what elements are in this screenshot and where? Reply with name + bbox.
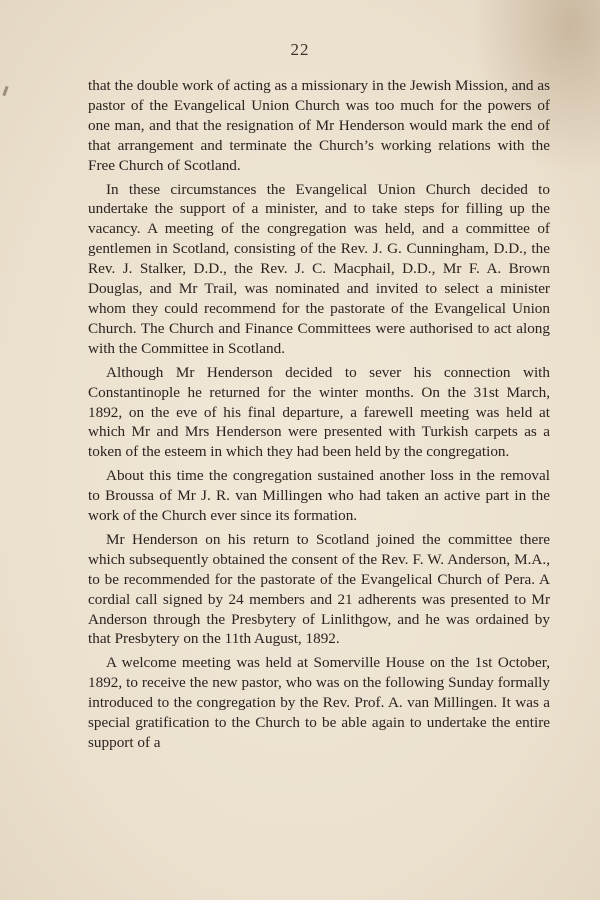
page-number: 22 [290,40,310,59]
paragraph: A welcome meeting was held at Somerville House on the 1st October, 1892, to receive the new pastor, who was on the following Sunday formally introduced to the congregation by the Rev. Prof. A. van Millingen. It was a special gratification to the Church to be able again to undertake the entire support of a [88,654,550,751]
paragraph: that the double work of acting as a missionary in the Jewish Mission, and as pastor of the Evangelical Union Church was too much for the powers of one man, and that the resignation of Mr Henderson would mark the end of that arrangement and terminate the Church’s working relations with the Free Church of Scotland. [88,77,550,174]
edge-mark [2,86,8,96]
paragraph: In these circumstances the Evangelical Union Church decided to undertake the support of a minister, and to take steps for filling up the vacancy. A meeting of the congregation was held, and a committee of gentlemen in Scotland, consisting of the Rev. J. G. Cunningham, D.D., the Rev. J. Stalker, D.D., the Rev. J. C. Macphail, D.D., Mr F. A. Brown Douglas, and Mr Trail, was nominated and invited to select a minister whom they could recommend for the pastorate of the Evangelical Union Church. The Church and Finance Committees were authorised to act along with the Committee in Scotland. [88,180,550,357]
paragraph: About this time the congregation sustained another loss in the removal to Broussa of Mr J. R. van Millingen who had taken an active part in the work of the Church ever since its formation. [88,467,550,525]
paragraph: Although Mr Henderson decided to sever his connection with Constantinople he returned for the winter months. On the 31st March, 1892, on the eve of his final departure, a farewell meeting was held at which Mr and Mrs Henderson were presented with Turkish carpets as a token of the esteem in which they had been held by the congregation. [88,363,550,461]
body-text [88,76,550,753]
paragraph: Mr Henderson on his return to Scotland joined the committee there which subsequently obtained the consent of the Rev. F. W. Anderson, M.A., to be recommended for the pastorate of the Evangelical Church of Pera. A cordial call signed by 24 members and 21 adherents was presented to Mr Anderson through the Presbytery of Linlithgow, and he was ordained by that Presbytery on the 11th August, 1892. [88,530,550,648]
